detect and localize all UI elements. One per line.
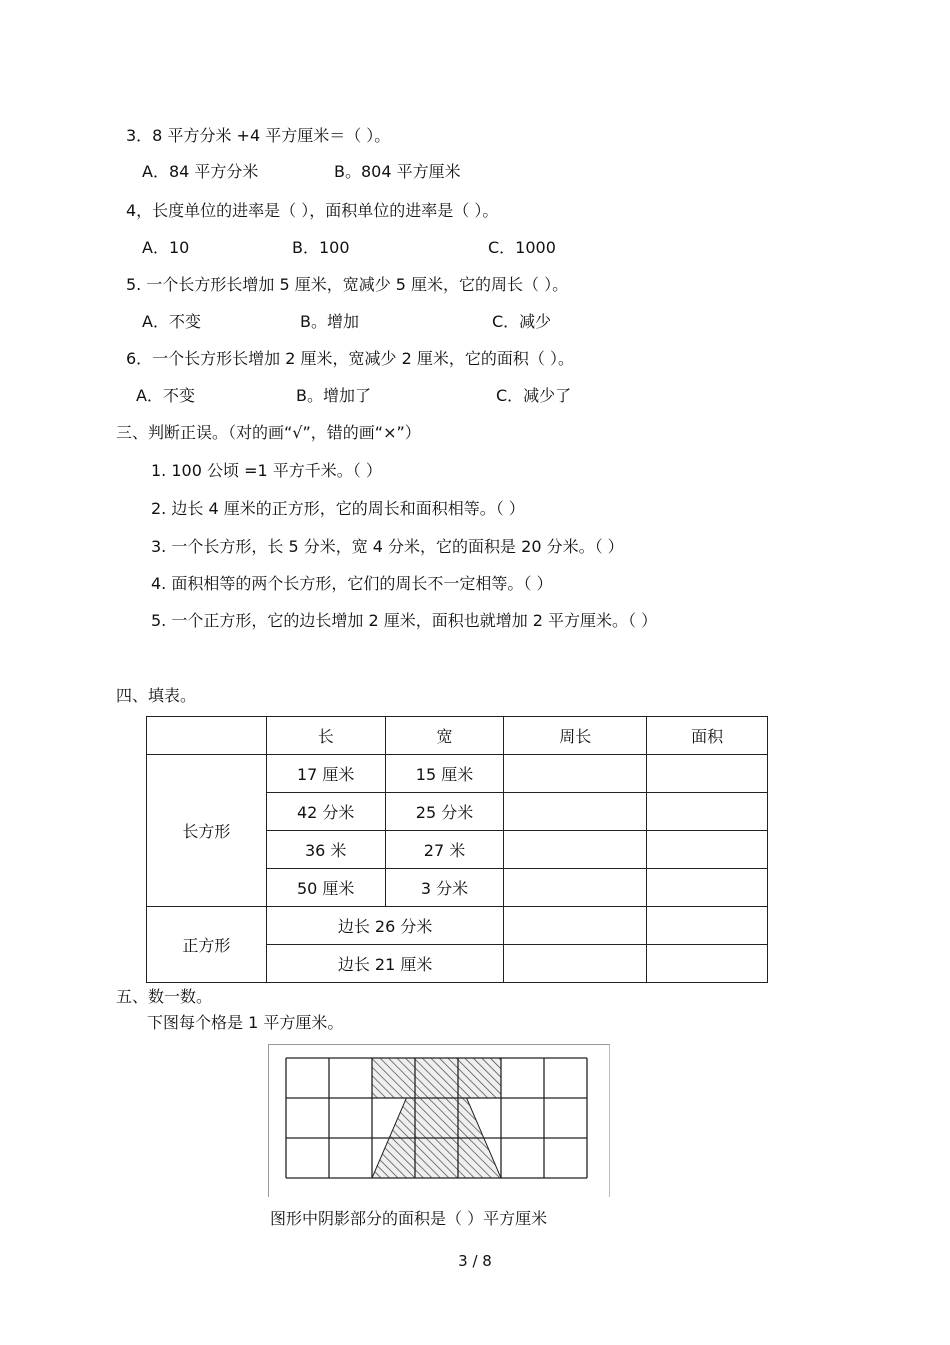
width-cell: 15 厘米 (385, 755, 504, 793)
perimeter-blank[interactable] (504, 755, 647, 793)
area-blank[interactable] (647, 945, 768, 983)
perimeter-blank[interactable] (504, 907, 647, 945)
area-blank[interactable] (647, 907, 768, 945)
perimeter-blank[interactable] (504, 793, 647, 831)
rect-label: 长方形 (147, 755, 267, 907)
section-5-title: 五、数一数。 (116, 987, 213, 1006)
side-cell: 边长 26 分米 (266, 907, 504, 945)
header-cell: 宽 (385, 717, 504, 755)
area-blank[interactable] (647, 869, 768, 907)
judge-item-2: 2. 边长 4 厘米的正方形，它的周长和面积相等。（ ） (151, 499, 525, 518)
question-4: 4，长度单位的进率是（ ），面积单位的进率是（ ）。 (126, 201, 499, 220)
perimeter-blank[interactable] (504, 831, 647, 869)
table-row (147, 907, 768, 945)
option-b: B。增加了 (296, 386, 371, 405)
section-3-title: 三、判断正误。（对的画“√”，错的画“×”） (116, 423, 421, 442)
question-3: 3．8 平方分米 +4 平方厘米＝（ ）。 (126, 126, 391, 145)
option-c: C．减少了 (496, 386, 572, 405)
header-cell: 周长 (504, 717, 647, 755)
option-b: B。804 平方厘米 (334, 162, 461, 181)
section-4-title: 四、填表。 (116, 686, 197, 705)
option-c: C．1000 (488, 238, 556, 257)
option-a: A．不变 (136, 386, 195, 405)
length-cell: 36 米 (266, 831, 385, 869)
length-cell: 42 分米 (266, 793, 385, 831)
question-5: 5. 一个长方形长增加 5 厘米，宽减少 5 厘米，它的周长（ ）。 (126, 275, 569, 294)
option-c: C．减少 (492, 312, 552, 331)
length-cell: 17 厘米 (266, 755, 385, 793)
judge-item-4: 4. 面积相等的两个长方形，它们的周长不一定相等。（ ） (151, 574, 553, 593)
option-b: B．100 (292, 238, 350, 257)
side-cell: 边长 21 厘米 (266, 945, 504, 983)
area-blank[interactable] (647, 793, 768, 831)
fill-table (146, 716, 768, 983)
judge-item-1: 1. 100 公顷 =1 平方千米。（ ） (151, 461, 382, 480)
section-5-answer: 图形中阴影部分的面积是（ ）平方厘米 (270, 1209, 548, 1228)
header-cell: 面积 (647, 717, 768, 755)
square-label: 正方形 (147, 907, 267, 983)
perimeter-blank[interactable] (504, 869, 647, 907)
width-cell: 3 分米 (385, 869, 504, 907)
judge-item-3: 3. 一个长方形，长 5 分米，宽 4 分米，它的面积是 20 分米。（ ） (151, 537, 624, 556)
option-a: A．84 平方分米 (142, 162, 259, 181)
header-cell: 长 (266, 717, 385, 755)
option-a: A．10 (142, 238, 190, 257)
width-cell: 25 分米 (385, 793, 504, 831)
page-number: 3 / 8 (458, 1252, 492, 1270)
question-6: 6．一个长方形长增加 2 厘米，宽减少 2 厘米，它的面积（ ）。 (126, 349, 574, 368)
table-header-row (147, 717, 768, 755)
shaded-grid-figure (284, 1056, 589, 1180)
option-b: B。增加 (300, 312, 359, 331)
area-blank[interactable] (647, 831, 768, 869)
area-blank[interactable] (647, 755, 768, 793)
judge-item-5: 5. 一个正方形，它的边长增加 2 厘米，面积也就增加 2 平方厘米。（ ） (151, 611, 658, 630)
option-a: A．不变 (142, 312, 201, 331)
width-cell: 27 米 (385, 831, 504, 869)
length-cell: 50 厘米 (266, 869, 385, 907)
shaded-rectangle (372, 1058, 501, 1098)
section-5-intro: 下图每个格是 1 平方厘米。 (147, 1013, 344, 1032)
table-row (147, 755, 768, 793)
perimeter-blank[interactable] (504, 945, 647, 983)
header-cell (147, 717, 267, 755)
